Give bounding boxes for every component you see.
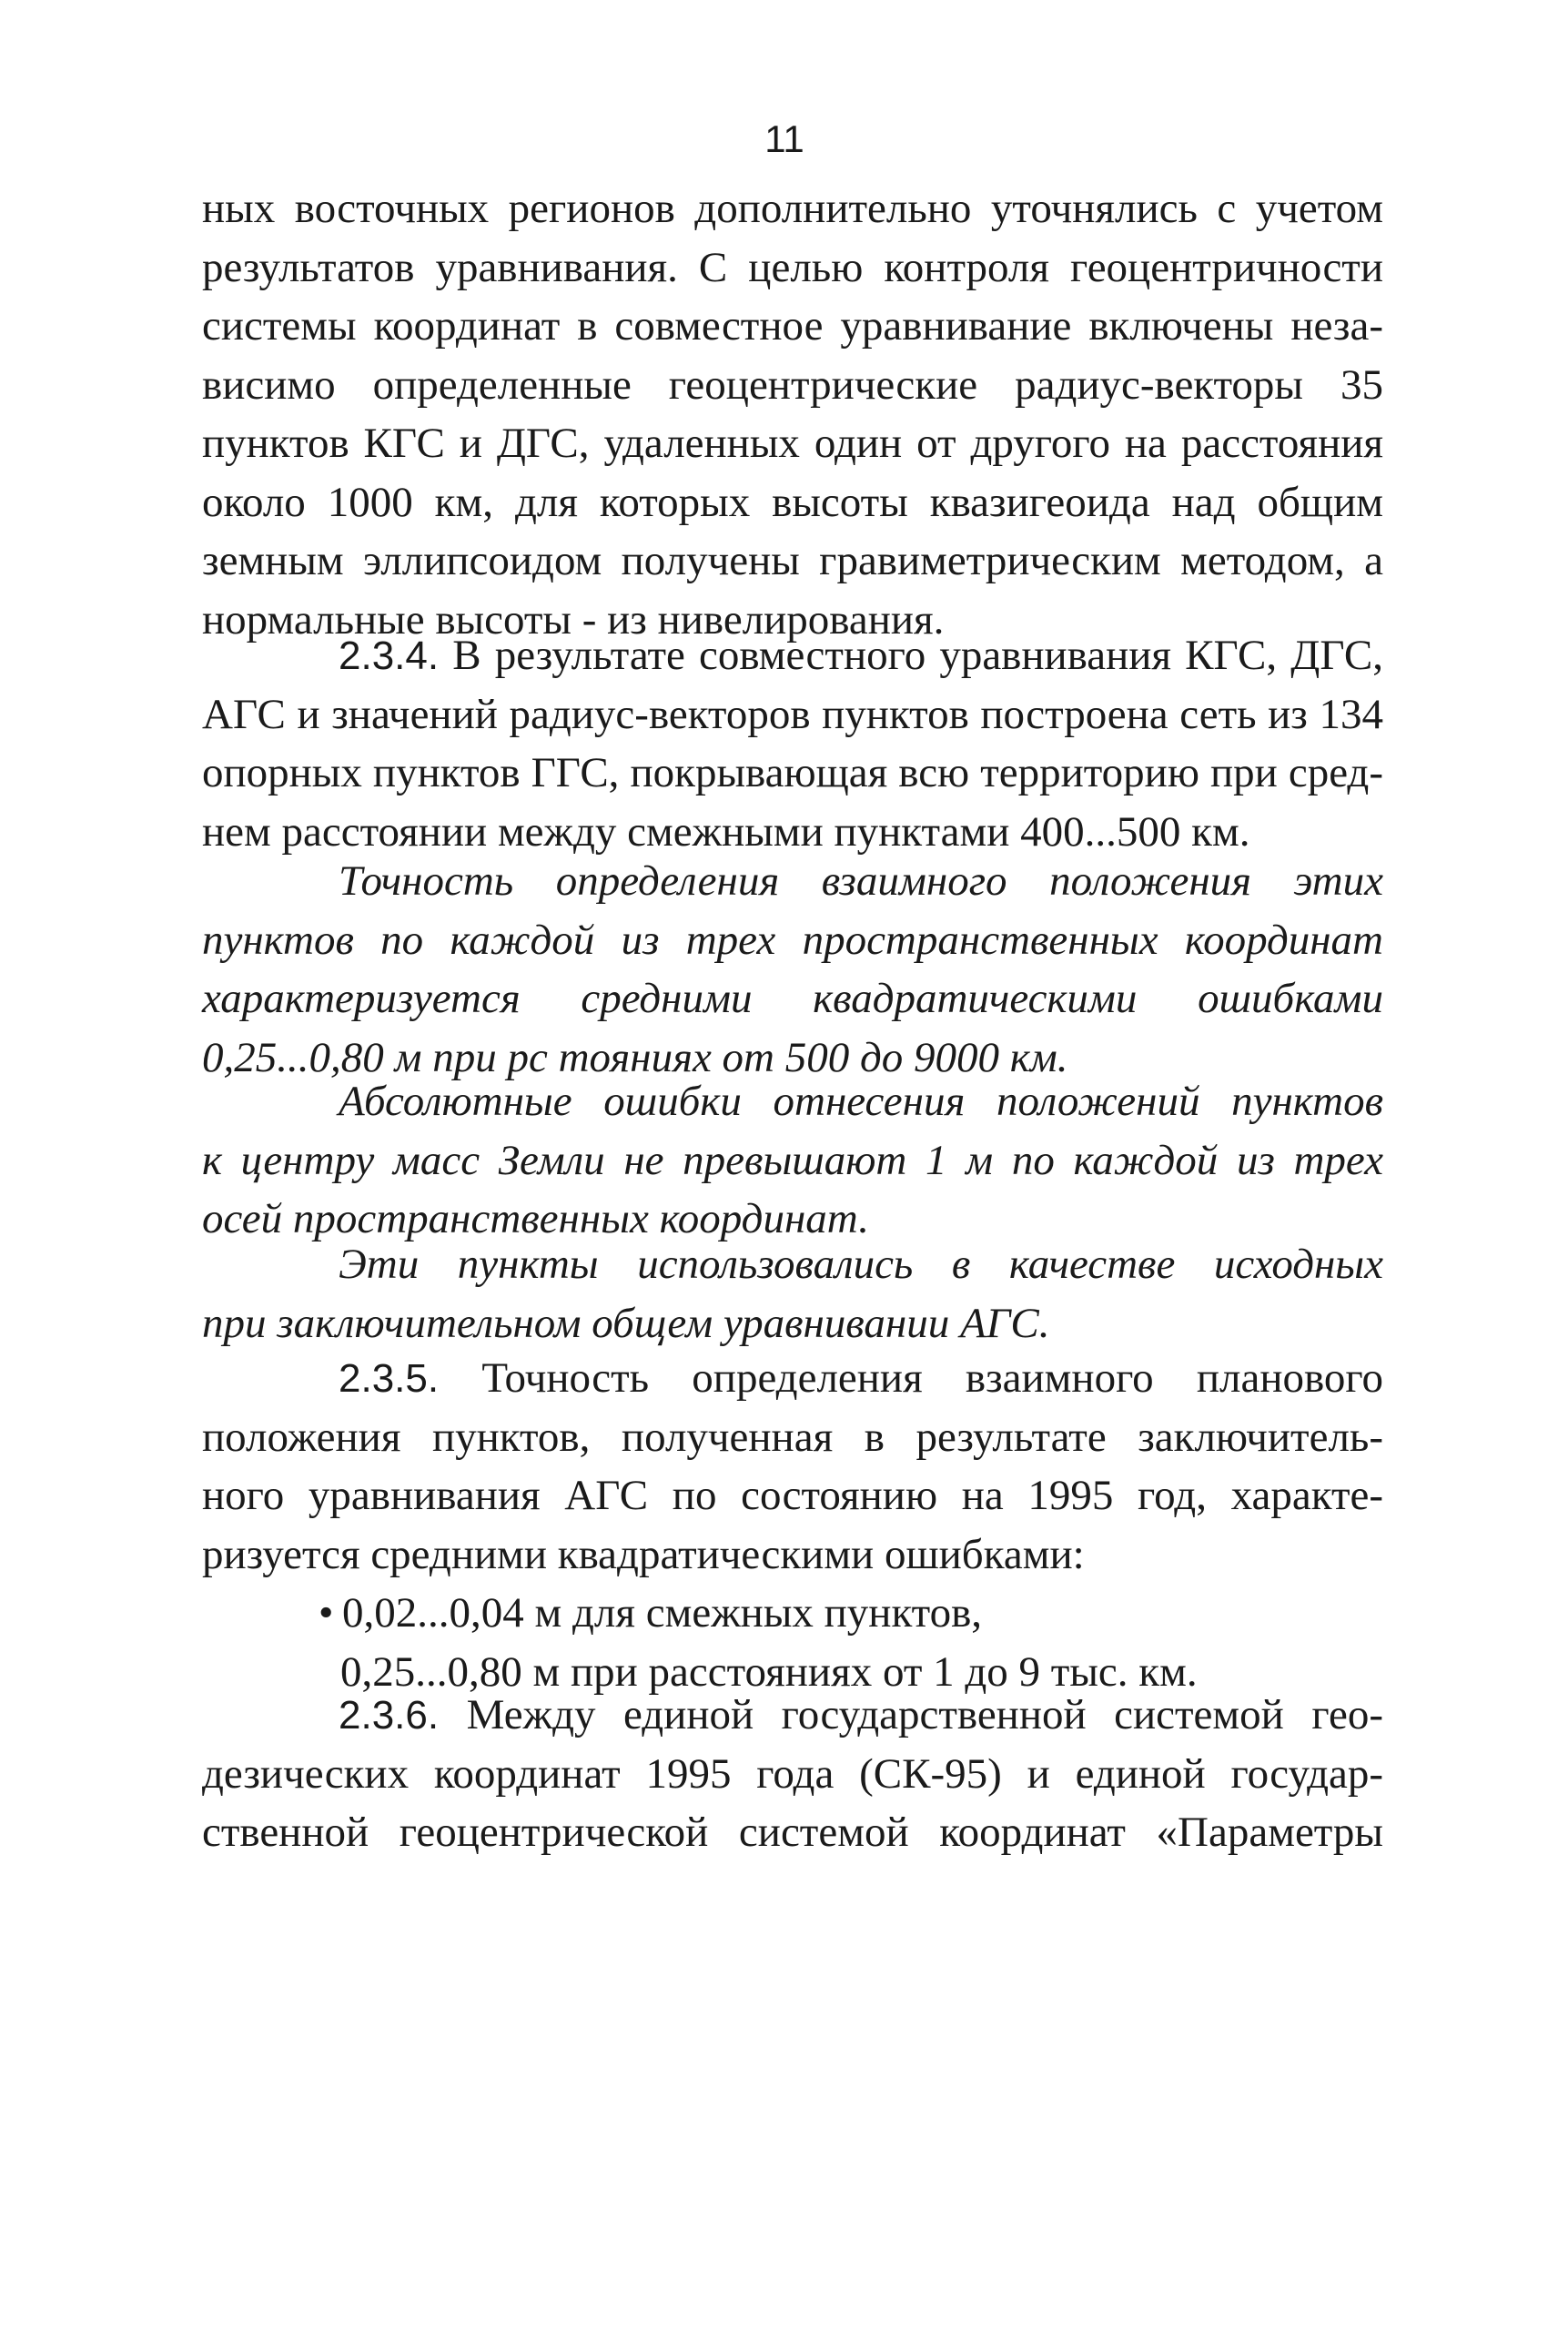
text-line: нормальные высоты - из нивелирования.	[202, 595, 945, 644]
italic-paragraph-source-points	[202, 1235, 1383, 1353]
text-line: системы координат в совместное уравнивание включены неза-	[202, 302, 1383, 350]
text-line: Абсолютные ошибки отнесения положений пунктов	[339, 1078, 1383, 1125]
text-line: опорных пунктов ГГС, покрывающая всю территорию при сред-	[202, 749, 1383, 796]
text-line	[202, 626, 1383, 685]
section-number: 2.3.6.	[339, 1693, 440, 1738]
section-text: В результате совместного уравнивания КГС, ДГС,	[452, 632, 1383, 679]
text-line: ного уравнивания АГС по состоянию на 1995 год, характе-	[202, 1472, 1383, 1519]
text-line: пунктов КГС и ДГС, удаленных один от другого на расстояния	[202, 420, 1383, 467]
text-line	[202, 1349, 1383, 1408]
text-line: при заключительном общем уравнивании АГС.	[202, 1299, 1050, 1347]
text-line: АГС и значений радиус-векторов пунктов построена сеть из 134	[202, 690, 1383, 738]
text-line: характеризуется средними квадратическими ошибками	[202, 975, 1383, 1022]
text-line: 0,25...0,80 м при рс тояниях от 500 до 9000 км.	[202, 1033, 1068, 1081]
italic-paragraph-accuracy	[202, 852, 1383, 1087]
section-number: 2.3.4.	[339, 633, 440, 678]
text-line: результатов уравнивания. С целью контроля геоцентричности	[202, 243, 1383, 291]
bullet-icon: •	[319, 1589, 334, 1637]
text-line: Точность определения взаимного положения этих	[339, 857, 1383, 905]
section-2-3-4	[202, 626, 1383, 861]
text-line: ризуется средними квадратическими ошибками:	[202, 1530, 1085, 1578]
text-line: положения пунктов, полученная в результате заключитель-	[202, 1413, 1383, 1461]
paragraph-continued	[202, 179, 1383, 649]
section-2-3-6	[202, 1686, 1383, 1862]
page-number: 11	[764, 117, 804, 160]
text-line: земным эллипсоидом получены гравиметрическим методом, а	[202, 537, 1383, 584]
text-line: ственной геоцентрической системой координат «Параметры	[202, 1809, 1383, 1856]
section-text: Точность определения взаимного планового	[481, 1354, 1383, 1402]
text-line	[202, 1686, 1383, 1745]
text-line: к центру масс Земли не превышают 1 м по каждой из трех	[202, 1136, 1383, 1184]
text-line: висимо определенные геоцентрические радиус-векторы 35	[202, 360, 1383, 409]
text-line: ных восточных регионов дополнительно уточнялись с учетом	[202, 185, 1383, 232]
text-line: Эти пункты использовались в качестве исходных	[339, 1241, 1383, 1288]
text-line: нем расстоянии между смежными пунктами 400...500 км.	[202, 807, 1250, 856]
section-number: 2.3.5.	[339, 1356, 440, 1401]
section-text: Между единой государственной системой гео-	[466, 1691, 1383, 1738]
list-item: 0,25...0,80 м при расстояниях от 1 до 9 тыс. км.	[340, 1647, 1198, 1696]
list-item	[202, 1584, 1383, 1643]
section-2-3-5	[202, 1349, 1383, 1701]
text-line: дезических координат 1995 года (СК-95) и единой государ-	[202, 1749, 1383, 1798]
text-line: пунктов по каждой из трех пространственных координат	[202, 916, 1383, 964]
italic-paragraph-absolute-errors	[202, 1072, 1383, 1249]
text-line: осей пространственных координат.	[202, 1195, 870, 1242]
list-item-text: 0,02...0,04 м для смежных пунктов,	[342, 1589, 983, 1637]
text-line: около 1000 км, для которых высоты квазигеоида над общим	[202, 478, 1383, 526]
